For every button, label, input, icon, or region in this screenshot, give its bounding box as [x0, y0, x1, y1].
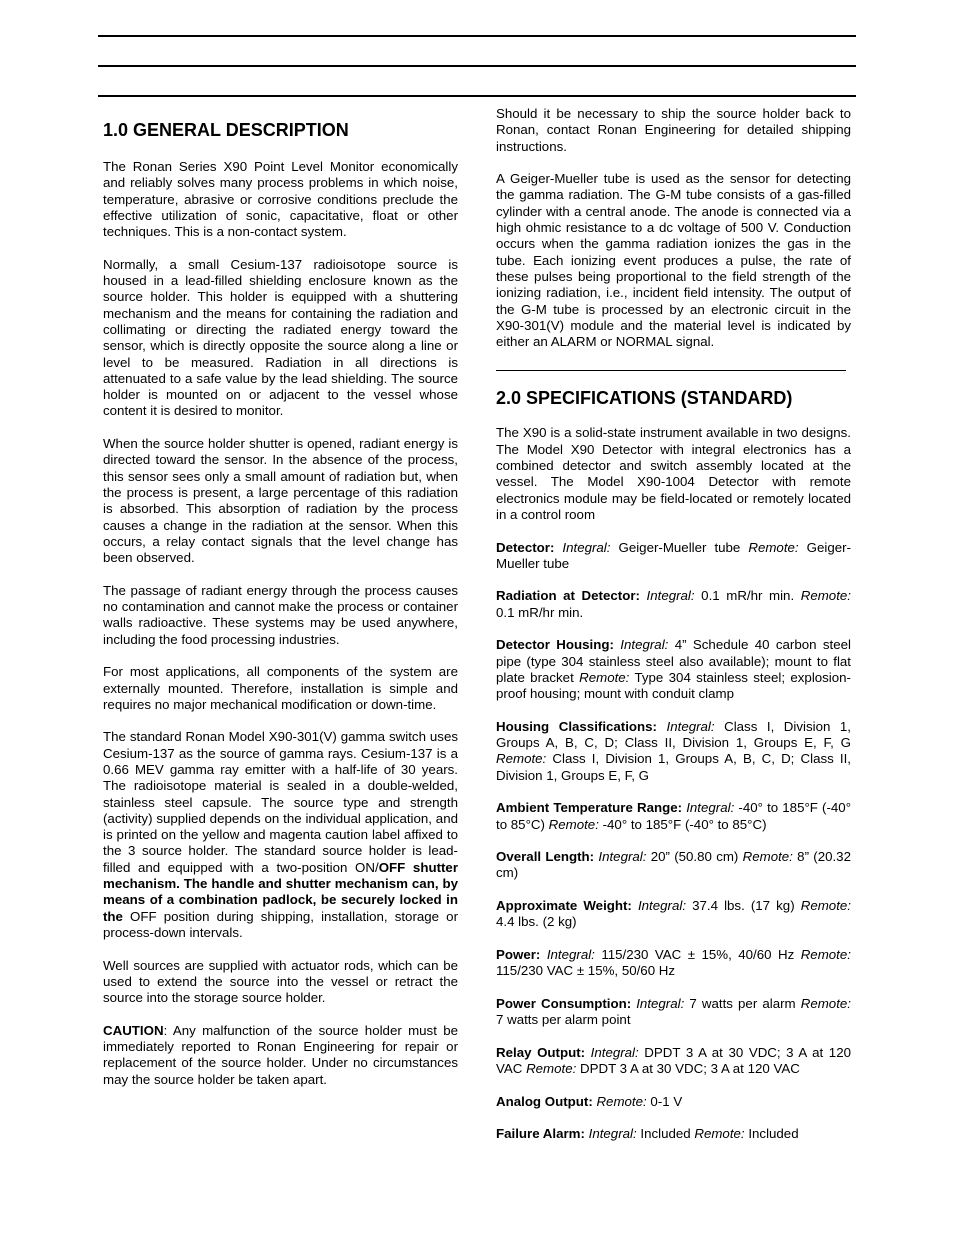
spec-item: [496, 898, 851, 931]
integral-label: Integral:: [620, 637, 669, 653]
remote-label: Remote:: [800, 588, 851, 604]
spec-label: Overall Length:: [496, 849, 595, 865]
section-separator: [496, 370, 846, 371]
spec-label: Failure Alarm:: [496, 1126, 585, 1142]
integral-label: Integral:: [562, 539, 611, 555]
integral-label: Integral:: [588, 1126, 637, 1142]
remote-label: Remote:: [748, 539, 799, 555]
section-1-heading: 1.0 GENERAL DESCRIPTION: [103, 120, 349, 140]
text: OFF position during shipping, installation, storage or process-down intervals.: [103, 908, 458, 940]
spec-integral-value: 0.1 mR/hr min.: [701, 588, 795, 604]
integral-label: Integral:: [636, 995, 685, 1011]
paragraph: The passage of radiant energy through the process causes no contamination and cannot make the process or container walls radioactive. These systems may be used anywhere, including the food processing industries.: [103, 582, 458, 647]
paragraph: For most applications, all components of the system are externally mounted. Therefore, installation is simple and requires no major mechanical modification or down-time.: [103, 664, 458, 712]
spec-list: [496, 540, 851, 1078]
spec-item: [496, 588, 851, 621]
spec-label: Detector Housing:: [496, 637, 614, 653]
spec-integral-value: 7 watts per alarm: [689, 995, 796, 1011]
remote-label: Remote:: [742, 849, 793, 865]
spec-label: Relay Output:: [496, 1044, 586, 1060]
remote-label: Remote:: [694, 1126, 745, 1142]
paragraph: Well sources are supplied with actuator rods, which can be used to extend the source into the vessel or retract the source into the storage source holder.: [103, 957, 458, 1006]
paragraph: The Ronan Series X90 Point Level Monitor economically and reliably solves many process problems in which noise, temperature, abrasive or corrosive conditions preclude the effective utilization of sonic, capacitative, float or other techniques. This is a non-contact system.: [103, 159, 458, 240]
spec-item: [496, 996, 851, 1029]
spec-remote-value: 8” (20.32 cm): [496, 849, 851, 881]
spec-label: Radiation at Detector:: [496, 588, 640, 604]
remote-label: Remote:: [548, 816, 599, 832]
spec-label: Power Consumption:: [496, 995, 632, 1011]
integral-label: Integral:: [598, 849, 647, 865]
spec-label: Detector:: [496, 539, 555, 555]
integral-label: Integral:: [590, 1044, 639, 1060]
remote-label: Remote:: [496, 751, 547, 767]
section-2-heading: 2.0 SPECIFICATIONS (STANDARD): [496, 388, 793, 409]
spec-integral-value: 115/230 VAC ± 15%, 40/60 Hz: [601, 946, 795, 962]
spec-integral-value: Class I, Division 1, Groups A, B, C, D; Class II, Division 1, Groups E, F, G: [496, 718, 851, 751]
remote-label: Remote:: [800, 946, 851, 962]
spec-item: [496, 800, 851, 833]
text: The standard Ronan Model X90-301(V) gamma switch uses Cesium-137 as the source of gamma rays. Cesium-137 is a 0.66 MEV gamma ray emitter with a half-life of 30 years. The radioisotope material is sealed in a double-welded, stainless steel capsule. The source type and strength (activity) supplied depends on the individual application, and is printed on the yellow and magenta caution label affixed to the 3 source holder. The standard source holder is lead-filled and equipped with a two-position ON/: [103, 729, 458, 875]
spec-remote-value: 7 watts per alarm point: [496, 1012, 631, 1028]
integral-label: Integral:: [637, 898, 687, 914]
spec-integral-value: Geiger-Mueller tube: [618, 539, 741, 555]
spec-item: [496, 947, 851, 980]
remote-label: Remote:: [526, 1061, 577, 1077]
spec-label: Ambient Temperature Range:: [496, 800, 683, 816]
spec-integral-value: -40° to 185°F (-40° to 85°C): [496, 800, 852, 832]
shutter-lock-emphasis: OFF shutter mechanism. The handle and shutter mechanism can, by means of a combination padlock, be securely locked in the: [103, 859, 458, 924]
spec-integral-value: Included: [640, 1126, 691, 1142]
spec-integral-value: 4” Schedule 40 carbon steel pipe (type 304 stainless steel also available); mount to flat plate bracket: [496, 637, 851, 685]
spec-remote-value: Type 304 stainless steel; explosion-proof housing; mount with conduit clamp: [496, 669, 851, 702]
integral-label: Integral:: [666, 718, 715, 734]
integral-label: Integral:: [686, 800, 735, 816]
spec-remote-value: 115/230 VAC ± 15%, 50/60 Hz: [496, 963, 676, 979]
remote-label: Remote:: [579, 669, 630, 685]
caution-text: : Any malfunction of the source holder must be immediately reported to Ronan Engineering for repair or replacement of the source holder. Under no circumstances may the source holder be taken apart.: [103, 1022, 458, 1087]
spec-remote-value: DPDT 3 A at 30 VDC; 3 A at 120 VAC: [580, 1061, 800, 1077]
remote-label: Remote:: [800, 898, 851, 914]
spec-item: [496, 637, 851, 702]
spec-item: [496, 540, 851, 573]
paragraph: When the source holder shutter is opened, radiant energy is directed toward the sensor. In the absence of the process, this sensor sees only a small amount of radiation but, when the process is present, a large percentage of this radiation is absorbed. This absorption of radiation by the process causes a change in the radiation at the sensor. When this occurs, a relay contact signals that the level change has been observed.: [103, 436, 458, 566]
specs-intro: The X90 is a solid-state instrument available in two designs. The Model X90 Detector with integral electronics has a combined detector and switch assembly located at the vessel. The Model X90-1004 Detector with remote electronics module may be field-located or remotely located in a control room: [496, 425, 851, 522]
spec-remote-value: -40° to 185°F (-40° to 85°C): [602, 816, 767, 832]
spec-integral-value: 37.4 lbs. (17 kg): [692, 898, 795, 914]
integral-label: Integral:: [646, 588, 695, 604]
header-rule-middle: [98, 65, 856, 67]
spec-remote-value: 0-1 V: [650, 1093, 683, 1109]
paragraph: Should it be necessary to ship the source holder back to Ronan, contact Ronan Engineering for detailed shipping instructions.: [496, 106, 851, 154]
caution-paragraph: [103, 1023, 458, 1088]
spec-remote-value: 4.4 lbs. (2 kg): [496, 914, 577, 930]
spec-remote-value: 0.1 mR/hr min.: [496, 604, 584, 620]
spec-integral-value: 20” (50.80 cm): [650, 849, 739, 865]
integral-label: Integral:: [546, 946, 595, 962]
spec-item: [496, 1045, 851, 1078]
spec-item: [496, 849, 851, 882]
spec-remote-value: Geiger-Mueller tube: [496, 539, 851, 571]
spec-item: [496, 719, 851, 784]
spec-label: Analog Output:: [496, 1093, 593, 1109]
left-column: [103, 106, 458, 1104]
header-rule-bottom: [98, 95, 856, 97]
spec-item: [496, 1126, 851, 1142]
paragraph-source-holder: [103, 729, 458, 941]
spec-label: Power:: [496, 946, 541, 962]
spec-integral-value: DPDT 3 A at 30 VDC; 3 A at 120 VAC: [496, 1044, 851, 1077]
spec-item: [496, 1094, 851, 1110]
paragraph: A Geiger-Mueller tube is used as the sensor for detecting the gamma radiation. The G-M tube consists of a gas-filled cylinder with a central anode. The anode is connected via a high ohmic resistance to a dc voltage of 500 V. Conduction occurs when the gamma radiation ionizes the gas in the tube. Each ionizing event produces a pulse, the rate of these pulses being proportional to the field strength of the ionizing radiation, i.e., incident field intensity. The output of the G-M tube is processed by an electronic circuit in the X90-301(V) module and the material level is indicated by either an ALARM or NORMAL signal.: [496, 171, 851, 350]
paragraph: Normally, a small Cesium-137 radioisotope source is housed in a lead-filled shielding enclosure known as the source holder. This holder is equipped with a shuttering mechanism and the means for containing the radiation and collimating or directing the radiated energy toward the sensor, which is directly opposite the source along a line or level to be measured. Radiation in all directions is attenuated to a safe value by the lead shielding. The source holder is mounted on or adjacent to the vessel whose content it is desired to monitor.: [103, 256, 458, 419]
remote-label: Remote:: [800, 995, 851, 1011]
spec-remote-value: Included: [748, 1126, 799, 1142]
spec-label: Approximate Weight:: [496, 898, 632, 914]
spec-remote-value: Class I, Division 1, Groups A, B, C, D; Class II, Division 1, Groups E, F, G: [496, 751, 851, 783]
right-column: [496, 106, 851, 1159]
remote-label: Remote:: [596, 1093, 647, 1109]
caution-label: CAUTION: [103, 1022, 164, 1038]
spec-label: Housing Classifications:: [496, 718, 657, 734]
header-rule-top: [98, 35, 856, 37]
